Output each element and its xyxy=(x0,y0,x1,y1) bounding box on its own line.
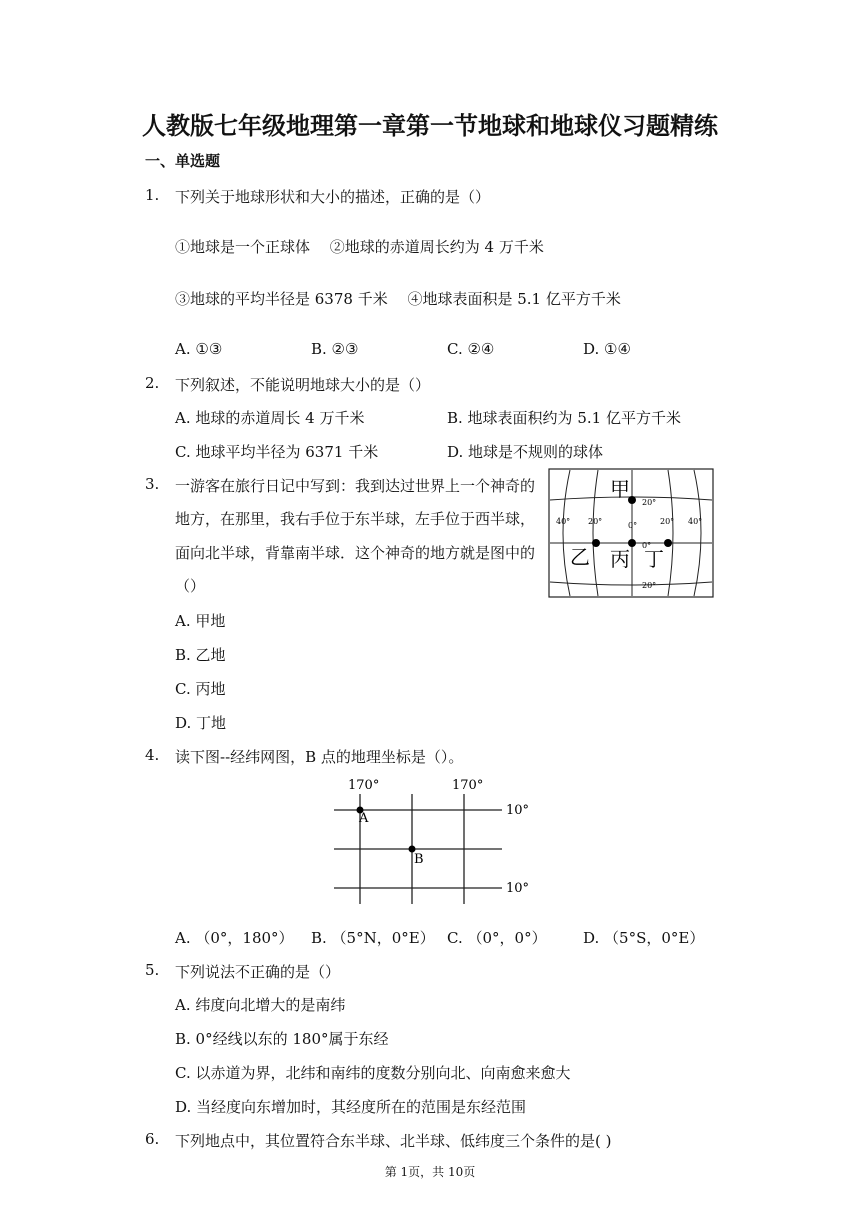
question-3-number: 3. xyxy=(145,475,160,493)
point-a-label: A xyxy=(359,811,369,826)
figure-border xyxy=(549,469,713,597)
label-20s: 20° xyxy=(642,581,657,590)
question-3-option-a[interactable]: A. 甲地 xyxy=(175,612,226,630)
question-5-option-b[interactable]: B. 0°经线以东的 180°属于东经 xyxy=(175,1030,389,1048)
question-6-number: 6. xyxy=(145,1130,160,1148)
question-4-number: 4. xyxy=(145,746,160,764)
place-label-ding: 丁 xyxy=(644,547,664,571)
top-label-right: 170° xyxy=(452,778,484,793)
label-20e: 20° xyxy=(660,517,675,526)
question-3-stem-line-3: 面向北半球，背靠南半球．这个神奇的地方就是图中的 xyxy=(175,544,536,562)
point-ding xyxy=(664,539,672,547)
question-1-statement-line-1: ①地球是一个正球体 ②地球的赤道周长约为 4 万千米 xyxy=(175,238,544,256)
question-2-number: 2. xyxy=(145,374,160,392)
question-3-option-d[interactable]: D. 丁地 xyxy=(175,714,227,732)
label-20w: 20° xyxy=(588,517,603,526)
question-1-option-d[interactable]: D. ①④ xyxy=(583,340,631,358)
question-2-option-c[interactable]: C. 地球平均半径为 6371 千米 xyxy=(175,443,379,461)
question-4-graticule-figure xyxy=(330,774,530,919)
place-label-yi: 乙 xyxy=(570,545,590,569)
question-1-option-b[interactable]: B. ②③ xyxy=(311,340,359,358)
point-yi xyxy=(592,539,600,547)
question-4-option-b[interactable]: B. （5°N，0°E） xyxy=(311,929,435,947)
question-1-stem: 下列关于地球形状和大小的描述，正确的是（） xyxy=(175,188,491,206)
question-4-option-d[interactable]: D. （5°S，0°E） xyxy=(583,929,705,947)
question-1-statement-line-2: ③地球的平均半径是 6378 千米 ④地球表面积是 5.1 亿平方千米 xyxy=(175,290,621,308)
question-1-number: 1. xyxy=(145,186,160,204)
question-4-option-c[interactable]: C. （0°，0°） xyxy=(447,929,547,947)
question-5-option-d[interactable]: D. 当经度向东增加时，其经度所在的范围是东经范围 xyxy=(175,1098,527,1116)
question-2-option-d[interactable]: D. 地球是不规则的球体 xyxy=(447,443,604,461)
label-20n: 20° xyxy=(642,498,657,507)
question-1-option-a[interactable]: A. ①③ xyxy=(175,340,223,358)
label-40w: 40° xyxy=(556,517,571,526)
question-5-stem: 下列说法不正确的是（） xyxy=(175,963,341,981)
place-label-bing: 丙 xyxy=(610,547,630,571)
section-heading: 一、单选题 xyxy=(145,152,221,170)
page-footer: 第 1页，共 10页 xyxy=(384,1165,476,1179)
place-label-jia: 甲 xyxy=(610,477,630,501)
right-label-top: 10° xyxy=(506,803,530,818)
point-bing xyxy=(628,539,636,547)
label-0-meridian: 0° xyxy=(628,521,638,530)
question-4-option-a[interactable]: A. （0°，180°） xyxy=(175,929,294,947)
question-1-option-c[interactable]: C. ②④ xyxy=(447,340,495,358)
question-3-option-b[interactable]: B. 乙地 xyxy=(175,646,226,664)
question-3-option-c[interactable]: C. 丙地 xyxy=(175,680,226,698)
point-b-label: B xyxy=(414,852,424,867)
question-4-stem: 读下图--经纬网图，B 点的地理坐标是（）。 xyxy=(175,748,464,766)
label-40e: 40° xyxy=(688,517,703,526)
question-3-stem-line-1: 一游客在旅行日记中写到：我到达过世界上一个神奇的 xyxy=(175,477,536,495)
label-0-equator: 0° xyxy=(642,541,652,550)
question-5-option-a[interactable]: A. 纬度向北增大的是南纬 xyxy=(175,996,346,1014)
question-5-option-c[interactable]: C. 以赤道为界，北纬和南纬的度数分别向北、向南愈来愈大 xyxy=(175,1064,571,1082)
question-2-stem: 下列叙述，不能说明地球大小的是（） xyxy=(175,376,431,394)
top-label-left: 170° xyxy=(348,778,380,793)
question-2-option-b[interactable]: B. 地球表面积约为 5.1 亿平方千米 xyxy=(447,409,681,427)
question-3-graticule-figure xyxy=(548,468,714,598)
right-label-bottom: 10° xyxy=(506,881,530,896)
question-2-option-a[interactable]: A. 地球的赤道周长 4 万千米 xyxy=(175,409,365,427)
question-6-stem: 下列地点中，其位置符合东半球、北半球、低纬度三个条件的是( ) xyxy=(175,1132,612,1150)
question-5-number: 5. xyxy=(145,961,160,979)
page-title: 人教版七年级地理第一章第一节地球和地球仪习题精练 xyxy=(142,111,718,140)
question-3-stem-line-2: 地方，在那里，我右手位于东半球，左手位于西半球， xyxy=(175,510,536,528)
question-3-stem-line-4: （） xyxy=(175,577,206,595)
